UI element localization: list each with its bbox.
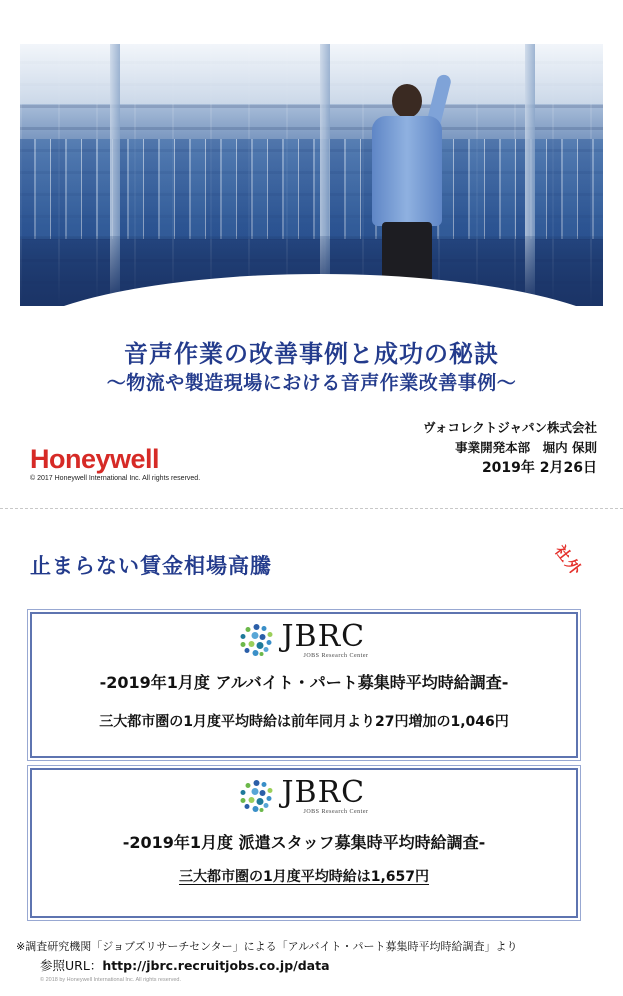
jbrc-dot	[260, 652, 264, 656]
presenter-department: 事業開発本部 堀内 保則	[455, 440, 597, 455]
jbrc-dot	[268, 632, 273, 637]
jbrc-dot	[257, 642, 264, 649]
cover-copyright: © 2017 Honeywell International Inc. All rights reserved.	[30, 475, 201, 482]
jbrc-dot	[249, 797, 255, 803]
cover-subtitle: 〜物流や製造現場における音声作業改善事例〜	[106, 372, 517, 394]
jbrc-dot	[241, 790, 246, 795]
jbrc-dot	[264, 803, 269, 808]
survey-box-temp-staff	[30, 768, 578, 918]
jbrc-dot	[241, 634, 246, 639]
jbrc-logo-text: JBRC	[281, 618, 366, 654]
jbrc-dot	[257, 798, 264, 805]
presenter-company: ヴォコレクトジャパン株式会社	[422, 420, 597, 435]
jbrc-dot	[246, 783, 251, 788]
reference-label: 参照URL：	[40, 958, 103, 973]
jbrc-dot	[253, 806, 259, 812]
survey-title: -2019年1月度 派遣スタッフ募集時平均時給調査-	[122, 833, 486, 852]
hero-person	[360, 84, 450, 306]
jbrc-dot	[262, 626, 267, 631]
jbrc-logo-text: JBRC	[281, 774, 366, 810]
jbrc-dot	[260, 808, 264, 812]
hero-photo-warehouse	[20, 44, 603, 306]
jbrc-logo-sub: JOBS Research Center	[303, 808, 369, 815]
jbrc-dot	[252, 788, 259, 795]
jbrc-dots-icon	[240, 623, 274, 657]
page-divider	[0, 508, 623, 509]
jbrc-dot	[268, 788, 273, 793]
hero-racks	[20, 139, 603, 239]
survey-box-part-time	[30, 612, 578, 758]
cover-title: 音声作業の改善事例と成功の秘訣	[124, 340, 499, 368]
jbrc-dot	[267, 640, 272, 645]
source-footnote: ※調査研究機関「ジョブズリサーチセンター」による「アルバイト・パート募集時平均時給調査」より	[16, 940, 518, 953]
survey-result-text: 三大都市圏の1月度平均時給は1,657円	[178, 869, 430, 885]
honeywell-logo: Honeywell	[30, 444, 160, 474]
slide2-copyright: © 2018 by Honeywell International Inc. All rights reserved.	[40, 977, 182, 983]
jbrc-logo-sub: JOBS Research Center	[303, 652, 369, 659]
survey-result: 三大都市圏の1月度平均時給は前年同月より27円増加の1,046円	[99, 714, 509, 730]
jbrc-dot	[260, 790, 266, 796]
jbrc-dot	[253, 650, 259, 656]
jbrc-dot	[254, 624, 260, 630]
jbrc-dot	[245, 648, 250, 653]
survey-result	[32, 866, 576, 886]
presenter-block	[423, 418, 597, 478]
survey-title: -2019年1月度 アルバイト・パート募集時平均時給調査-	[99, 673, 509, 692]
reference-url[interactable]: http://jbrc.recruitjobs.co.jp/data	[102, 958, 330, 973]
jbrc-dot	[246, 627, 251, 632]
jbrc-logo	[240, 618, 369, 659]
jbrc-dot	[249, 641, 255, 647]
jbrc-dot	[254, 780, 260, 786]
jbrc-dots-icon	[240, 779, 274, 813]
jbrc-dot	[264, 647, 269, 652]
jbrc-dot	[262, 782, 267, 787]
jbrc-dot	[260, 634, 266, 640]
wage-heading: 止まらない賃金相場高騰	[30, 554, 272, 578]
confidential-stamp: 社外	[551, 541, 587, 580]
presentation-date: 2019年 2月26日	[481, 460, 597, 476]
reference-line	[40, 956, 330, 974]
jbrc-dot	[241, 798, 246, 803]
jbrc-dot	[241, 642, 246, 647]
jbrc-dot	[267, 796, 272, 801]
jbrc-logo	[240, 774, 369, 815]
jbrc-dot	[245, 804, 250, 809]
hero-sky	[20, 44, 603, 104]
jbrc-dot	[252, 632, 259, 639]
